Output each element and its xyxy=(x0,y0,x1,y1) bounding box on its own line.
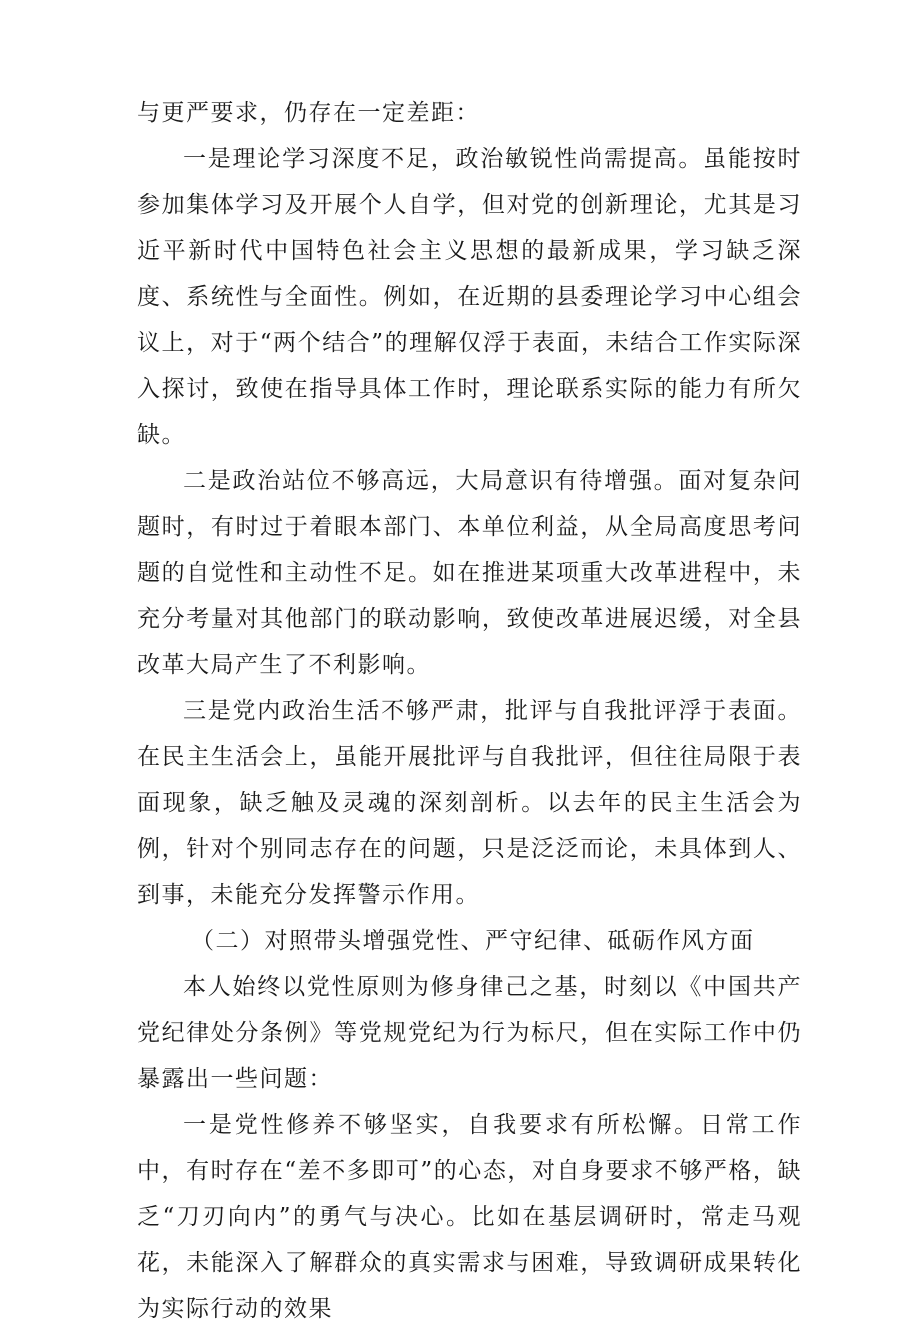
paragraph-point-one-theory-study: 一是理论学习深度不足，政治敏锐性尚需提高。虽能按时参加集体学习及开展个人自学，但对党的创新理论，尤其是习近平新时代中国特色社会主义思想的最新成果，学习缺乏深度、系统性与全面性。例如，在近期的县委理论学习中心组会议上，对于“两个结合”的理解仅浮于表面，未结合工作实际深入探讨，致使在指导具体工作时，理论联系实际的能力有所欠缺。 xyxy=(137,146,802,448)
document-body xyxy=(137,90,802,1332)
paragraph-section-intro: 本人始终以党性原则为修身律己之基，时刻以《中国共产党纪律处分条例》等党规党纪为行为标尺，但在实际工作中仍暴露出一些问题： xyxy=(137,974,802,1092)
paragraph-point-one-party-spirit: 一是党性修养不够坚实，自我要求有所松懈。日常工作中，有时存在“差不多即可”的心态，对自身要求不够严格，缺乏“刀刃向内”的勇气与决心。比如在基层调研时，常走马观花，未能深入了解群众的真实需求与困难，导致调研成果转化为实际行动的效果 xyxy=(137,1112,802,1322)
paragraph-continuation: 与更严要求，仍存在一定差距： xyxy=(137,100,480,126)
section-heading-two: （二）对照带头增强党性、严守纪律、砥砺作风方面 xyxy=(191,928,755,954)
paragraph-point-two-political-stance: 二是政治站位不够高远，大局意识有待增强。面对复杂问题时，有时过于着眼本部门、本单位利益，从全局高度思考问题的自觉性和主动性不足。如在推进某项重大改革进程中，未充分考量对其他部门的联动影响，致使改革进展迟缓，对全县改革大局产生了不利影响。 xyxy=(137,468,802,678)
paragraph-point-three-party-life: 三是党内政治生活不够严肃，批评与自我批评浮于表面。在民主生活会上，虽能开展批评与自我批评，但往往局限于表面现象，缺乏触及灵魂的深刻剖析。以去年的民主生活会为例，针对个别同志存在的问题，只是泛泛而论，未具体到人、到事，未能充分发挥警示作用。 xyxy=(137,698,802,908)
